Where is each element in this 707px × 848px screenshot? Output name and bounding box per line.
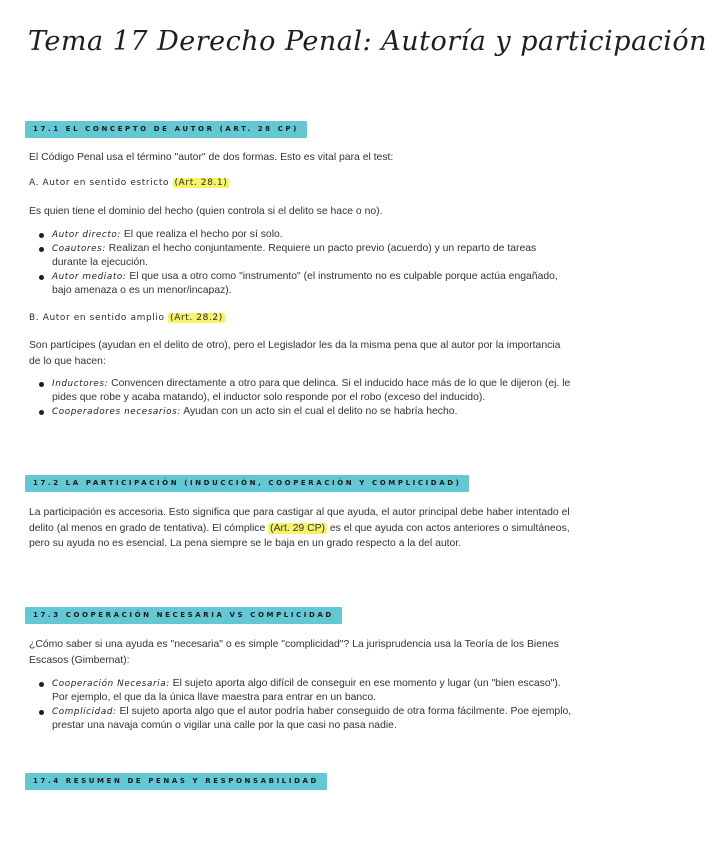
article-reference-highlight: (Art. 28.2) — [170, 313, 223, 323]
list-item-term: Coautores: — [52, 244, 106, 254]
autor-amplio-text: Son partícipes (ayudan en el delito de otro), pero el Legislador les da la misma pena que al autor por la importancia de lo que hacen: — [29, 340, 561, 367]
autor-amplio-list — [38, 377, 573, 419]
autor-estricto-text: Es quien tiene el dominio del hecho (quien controla si el delito se hace o no). — [29, 206, 383, 217]
section-17-2-text — [29, 505, 574, 552]
section-heading-17-3: 17.3 COOPERACIÓN NECESARIA VS COMPLICIDAD — [25, 607, 342, 624]
paragraph-text: es el que ayuda con actos anteriores o simultáneos, pero su ayuda no es esencial. La pena siempre se le baja en un grado respecto a la del autor. — [29, 522, 570, 549]
subheading-label: B. Autor en sentido amplio — [29, 313, 165, 323]
list-item-text: El que realiza el hecho por sí solo. — [120, 229, 283, 240]
list-item — [38, 377, 573, 405]
list-item-term: Complicidad: — [52, 707, 117, 717]
section-heading-17-2: 17.2 LA PARTICIPACIÓN (INDUCCIÓN, COOPERACIÓN Y COMPLICIDAD) — [25, 475, 469, 492]
list-item-text: El que usa a otro como "instrumento" (el instrumento no es culpable porque actúa engañado, bajo amenaza o es un menor/incapaz). — [52, 271, 558, 296]
list-item — [38, 228, 573, 242]
section-17-3-intro: ¿Cómo saber si una ayuda es "necesaria" o es simple "complicidad"? La jurisprudencia usa la Teoría de los Bienes Escasos (Gimbernat): — [29, 639, 559, 666]
list-item — [38, 705, 573, 733]
list-item-term: Cooperadores necesarios: — [52, 407, 181, 417]
subheading-autor-estricto — [29, 176, 229, 191]
list-item-term: Inductores: — [52, 379, 109, 389]
paragraph-text: La participación es accesoria. Esto significa que para castigar al que ayuda, el autor principal debe haber intentado el delito (al menos en grado de tentativa). El cómplice — [29, 507, 570, 534]
list-item-term: Autor mediato: — [52, 272, 127, 282]
list-item — [38, 242, 573, 270]
list-item-text: Convencen directamente a otro para que delinca. Si el inducido hace más de lo que le dijeron (ej. le pides que robe y acaba matando), el inductor solo responde por el robo (exceso del inducido). — [52, 378, 571, 403]
list-item-term: Autor directo: — [52, 230, 121, 240]
autor-estricto-list — [38, 228, 573, 298]
list-item — [38, 270, 573, 298]
list-item — [38, 677, 573, 705]
list-item-text: El sujeto aporta algo que el autor podría haber conseguido de otra forma fácilmente. Poe ejemplo, prestar una navaja común o vigilar una calle por la que casi no pasa nadie. — [52, 706, 572, 731]
list-item — [38, 405, 573, 419]
section-17-1-intro: El Código Penal usa el término "autor" de dos formas. Esto es vital para el test: — [29, 152, 394, 163]
article-reference-highlight: (Art. 28.1) — [174, 178, 228, 188]
cooperacion-list — [38, 677, 573, 733]
list-item-text: Realizan el hecho conjuntamente. Requiere un pacto previo (acuerdo) y un reparto de tareas durante la ejecución. — [52, 243, 537, 268]
list-item-text: Ayudan con un acto sin el cual el delito no se habría hecho. — [180, 406, 458, 417]
subheading-autor-amplio — [29, 311, 225, 326]
list-item-term: Cooperación Necesaria: — [52, 679, 170, 689]
page-title: Tema 17 Derecho Penal: Autoría y participación — [28, 26, 707, 57]
list-item-text: El sujeto aporta algo difícil de conseguir en ese momento y lugar (un "bien escaso"). Por ejemplo, el que da la única llave maestra para entrar en un banco. — [52, 678, 561, 703]
subheading-label: A. Autor en sentido estricto — [29, 178, 170, 188]
section-heading-17-4: 17.4 RESUMEN DE PENAS Y RESPONSABILIDAD — [25, 773, 327, 790]
section-heading-17-1: 17.1 EL CONCEPTO DE AUTOR (ART. 28 CP) — [25, 121, 307, 138]
article-reference-highlight: (Art. 29 CP) — [270, 522, 325, 534]
